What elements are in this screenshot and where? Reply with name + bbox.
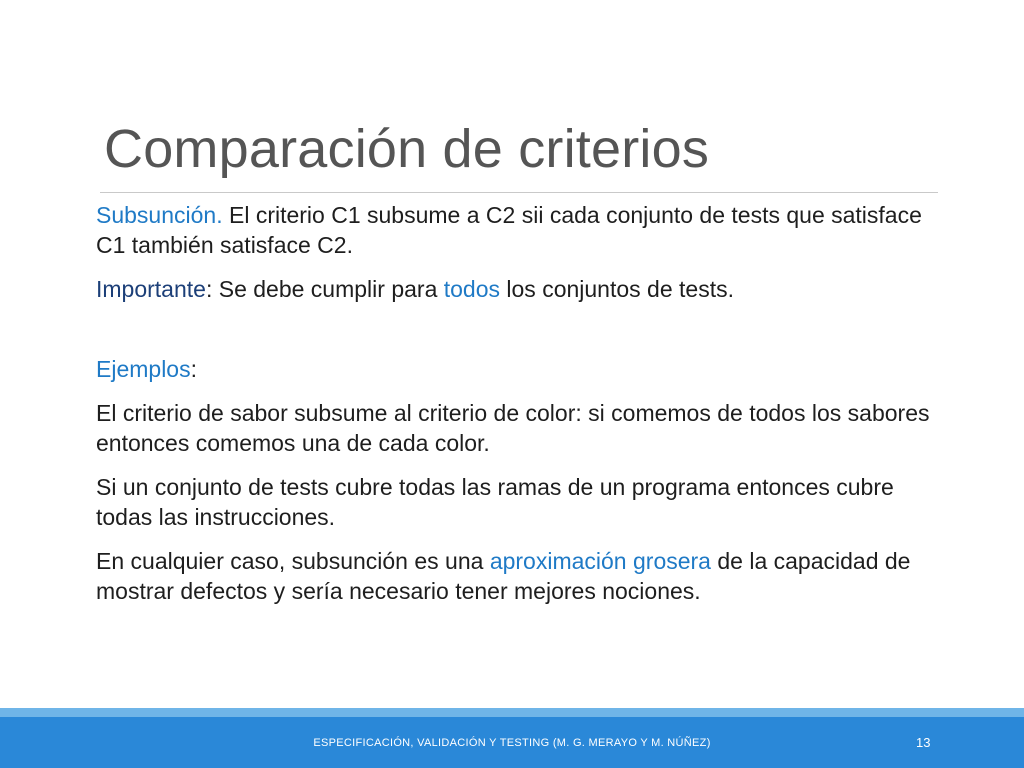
slide-title: Comparación de criterios	[104, 119, 710, 179]
slide-body	[96, 200, 956, 620]
important-text-a: : Se debe cumplir para	[205, 276, 444, 302]
footer-course-title: ESPECIFICACIÓN, VALIDACIÓN Y TESTING (M. G. MERAYO Y M. NÚÑEZ)	[313, 737, 711, 749]
page-number: 13	[916, 735, 931, 750]
conclusion-highlight: aproximación grosera	[489, 548, 711, 574]
examples-colon: :	[190, 356, 197, 382]
important-text-b: los conjuntos de tests.	[500, 276, 734, 302]
paragraph-conclusion	[96, 546, 956, 606]
examples-label: Ejemplos	[96, 356, 191, 382]
subsumption-definition: El criterio C1 subsume a C2 sii cada conjunto de tests que satisface C1 también satisface C2.	[96, 202, 922, 258]
conclusion-text-b: de la capacidad de mostrar defectos y sería necesario tener mejores nociones.	[96, 548, 911, 604]
paragraph-example-branches: Si un conjunto de tests cubre todas las ramas de un programa entonces cubre todas las instrucciones.	[96, 474, 894, 530]
paragraph-examples	[96, 354, 956, 384]
footer-accent-strip	[0, 708, 1024, 717]
important-label: Importante	[96, 276, 206, 302]
title-divider	[100, 192, 938, 193]
important-highlight: todos	[443, 276, 501, 302]
paragraph-example-flavor: El criterio de sabor subsume al criterio de color: si comemos de todos los sabores entonces comemos una de cada color.	[96, 400, 930, 456]
paragraph-subsumption	[96, 200, 956, 260]
subsumption-term: Subsunción.	[96, 202, 223, 228]
conclusion-text-a: En cualquier caso, subsunción es una	[96, 548, 490, 574]
paragraph-important	[96, 274, 956, 304]
